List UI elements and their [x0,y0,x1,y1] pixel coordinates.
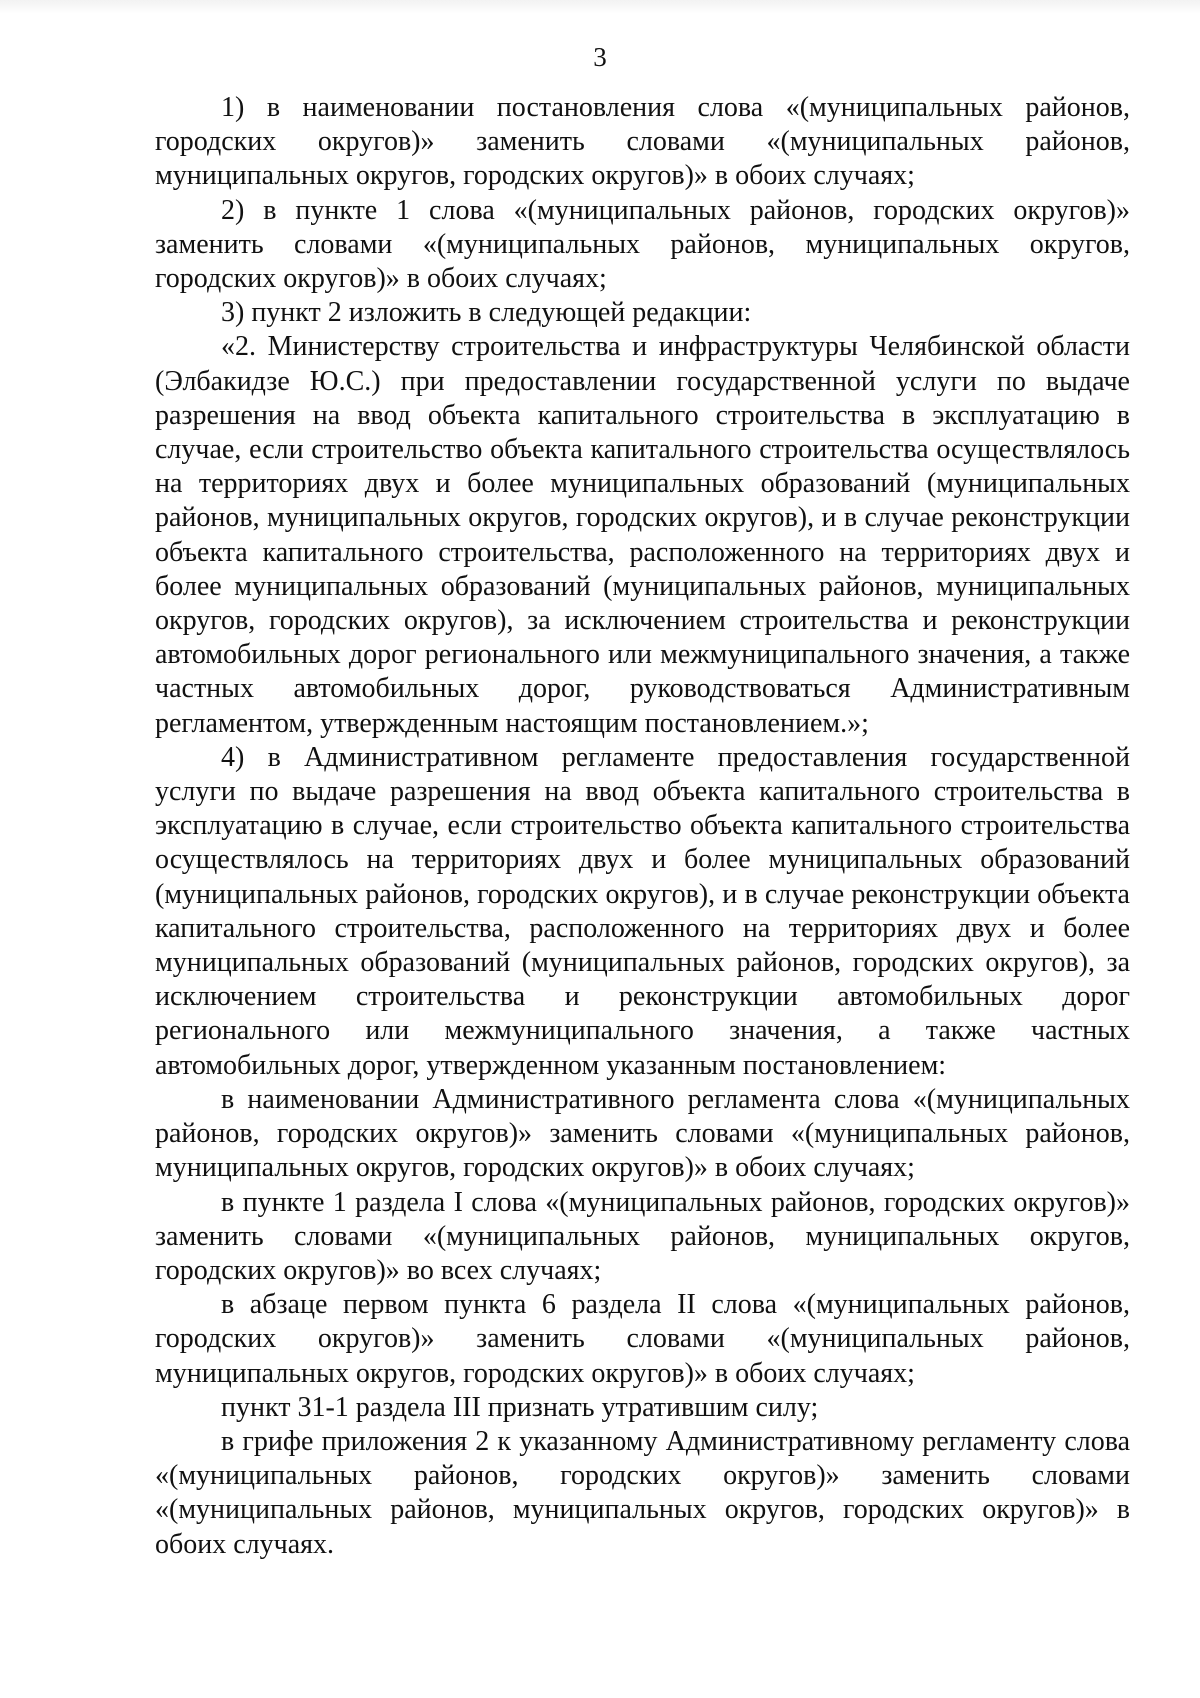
paragraph-item-2: 2) в пункте 1 слова «(муниципальных районов, городских округов)» заменить словами «(муниципальных районов, муниципальных округов, городских округов)» в обоих случаях; [155,194,1130,295]
page-number: 3 [593,42,607,72]
scan-edge [0,0,1200,14]
paragraph-item-4: 4) в Административном регламенте предоставления государственной услуги по выдаче разрешения на ввод объекта капитального строительства в эксплуатацию в случае, если строительство объекта капитального строительства осуществлялось на территориях двух и более муниципальных образований (муниципальных районов, городских округов), и в случае реконструкции объекта капитального строительства, расположенного на территориях двух и более муниципальных образований (муниципальных районов, городских округов), за исключением строительства и реконструкции автомобильных дорог регионального или межмуниципального значения, а также частных автомобильных дорог, утвержденном указанным постановлением: [155,741,1130,1081]
document-body [155,91,1130,1562]
paragraph-section-2-change: в абзаце первом пункта 6 раздела II слова «(муниципальных районов, городских округов)» заменить словами «(муниципальных районов, муниципальных округов, городских округов)» в обоих случаях; [155,1289,1130,1389]
paragraph-quoted-point-2: «2. Министерству строительства и инфраструктуры Челябинской области (Элбакидзе Ю.С.) при предоставлении государственной услуги по выдаче разрешения на ввод объекта капитального строительства в эксплуатацию в случае, если строительство объекта капитального строительства осуществлялось на территориях двух и более муниципальных образований (муниципальных районов, муниципальных округов, городских округов), и в случае реконструкции объекта капитального строительства, расположенного на территориях двух и более муниципальных образований (муниципальных районов, муниципальных округов, городских округов), за исключением строительства и реконструкции автомобильных дорог регионального или межмуниципального значения, а также частных автомобильных дорог, руководствоваться Административным регламентом, утвержденным настоящим постановлением.»; [155,331,1130,739]
paragraph-item-3: 3) пункт 2 изложить в следующей редакции: [221,297,752,329]
paragraph-section-1-change: в пункте 1 раздела I слова «(муниципальных районов, городских округов)» заменить словами «(муниципальных районов, муниципальных округов, городских округов)» во всех случаях; [155,1186,1130,1286]
paragraph-appendix-change: в грифе приложения 2 к указанному Административному регламенту слова «(муниципальных районов, городских округов)» заменить словами «(муниципальных районов, муниципальных округов, городских округов)» в обоих случаях. [155,1425,1130,1560]
paragraph-regulation-title-change: в наименовании Административного регламента слова «(муниципальных районов, городских округов)» заменить словами «(муниципальных районов, муниципальных округов, городских округов)» в обоих случаях; [155,1083,1130,1184]
paragraph-section-3-repeal: пункт 31-1 раздела III признать утратившим силу; [221,1391,819,1423]
paragraph-item-1: 1) в наименовании постановления слова «(муниципальных районов, городских округов)» заменить словами «(муниципальных районов, муниципальных округов, городских округов)» в обоих случаях; [155,92,1130,192]
